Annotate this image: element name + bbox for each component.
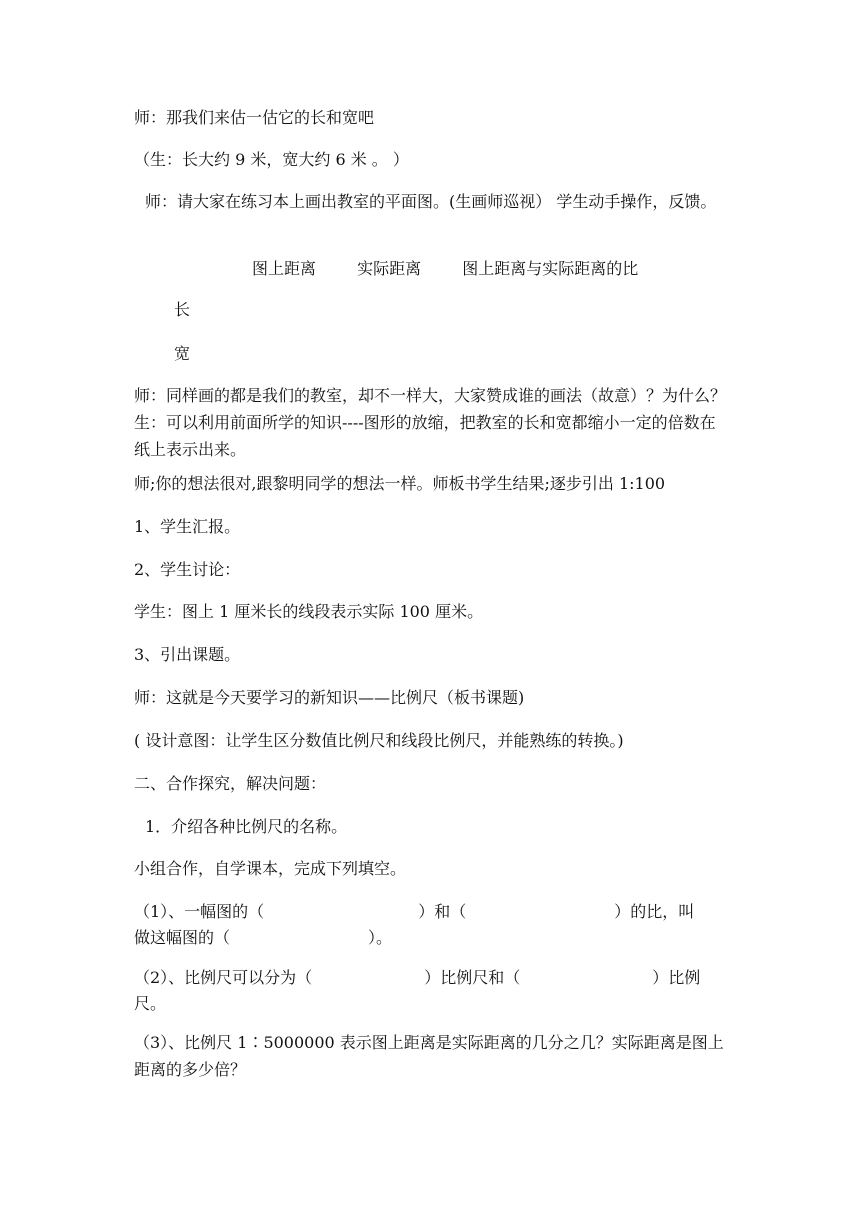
section-heading-cooperate: 二、合作探究，解决问题： [134,774,327,793]
paragraph-compare-drawings: 师：同样画的都是我们的教室，却不一样大，大家赞成谁的画法（故意）？为什么？ 生：可以利用前面所学的知识----图形的放缩，把教室的长和宽都缩小一定的倍数在纸上表示出来。 [134,386,759,459]
question-2-part-a: （2）、比例尺可以分为（ [134,968,313,987]
question-1-part-d: 做这幅图的（ [134,928,231,947]
question-2-line-1 [134,964,734,991]
question-1-part-a: （1）、一幅图的（ [134,902,265,921]
question-1-line-1 [134,898,734,925]
question-1-part-b: ）和（ [418,902,467,921]
paragraph-step-3: 3、引出课题。 [134,645,241,664]
paragraph-student-statement: 学生：图上 1 厘米长的线段表示实际 100 厘米。 [134,602,484,621]
question-2-part-b: ）比例尺和（ [424,968,521,987]
paragraph-group-work: 小组合作，自学课本，完成下列填空。 [134,859,407,878]
table-col-map-distance: 图上距离 [252,259,317,278]
table-col-actual-distance: 实际距离 [357,259,422,278]
paragraph-lesson-topic: 师：这就是今天要学习的新知识——比例尺（板书课题) [134,688,525,707]
paragraph-teacher-estimate: 师：那我们来估一估它的长和宽吧 [134,108,375,127]
question-1-part-c: ）的比，叫 [614,902,695,921]
paragraph-student-answer: （生：长大约 9 米，宽大约 6 米 。 ） [134,150,409,169]
table-row-width: 宽 [174,344,191,363]
question-1-part-e: ）。 [368,928,393,947]
question-2-part-c: ）比例 [652,968,701,987]
paragraph-design-intent: ( 设计意图：让学生区分数值比例尺和线段比例尺，并能熟练的转换。) [134,731,624,750]
paragraph-draw-plan: 师：请大家在练习本上画出教室的平面图。(生画师巡视） 学生动手操作，反馈。 [145,192,717,211]
paragraph-teacher-board: 师;你的想法很对,跟黎明同学的想法一样。师板书学生结果;逐步引出 1:100 [134,474,666,493]
paragraph-introduce-scales: 1．介绍各种比例尺的名称。 [145,817,348,836]
table-header [252,256,712,279]
table-col-ratio: 图上距离与实际距离的比 [462,259,639,278]
paragraph-step-1: 1、学生汇报。 [134,517,241,536]
question-1-line-2 [134,924,734,951]
question-3: （3）、比例尺 1∶5000000 表示图上距离是实际距离的几分之几？实际距离是图上距离的多少倍？ [134,1033,724,1079]
paragraph-step-2: 2、学生讨论： [134,560,241,579]
question-2-line-2: 尺。 [134,994,167,1013]
table-row-length: 长 [174,300,191,319]
